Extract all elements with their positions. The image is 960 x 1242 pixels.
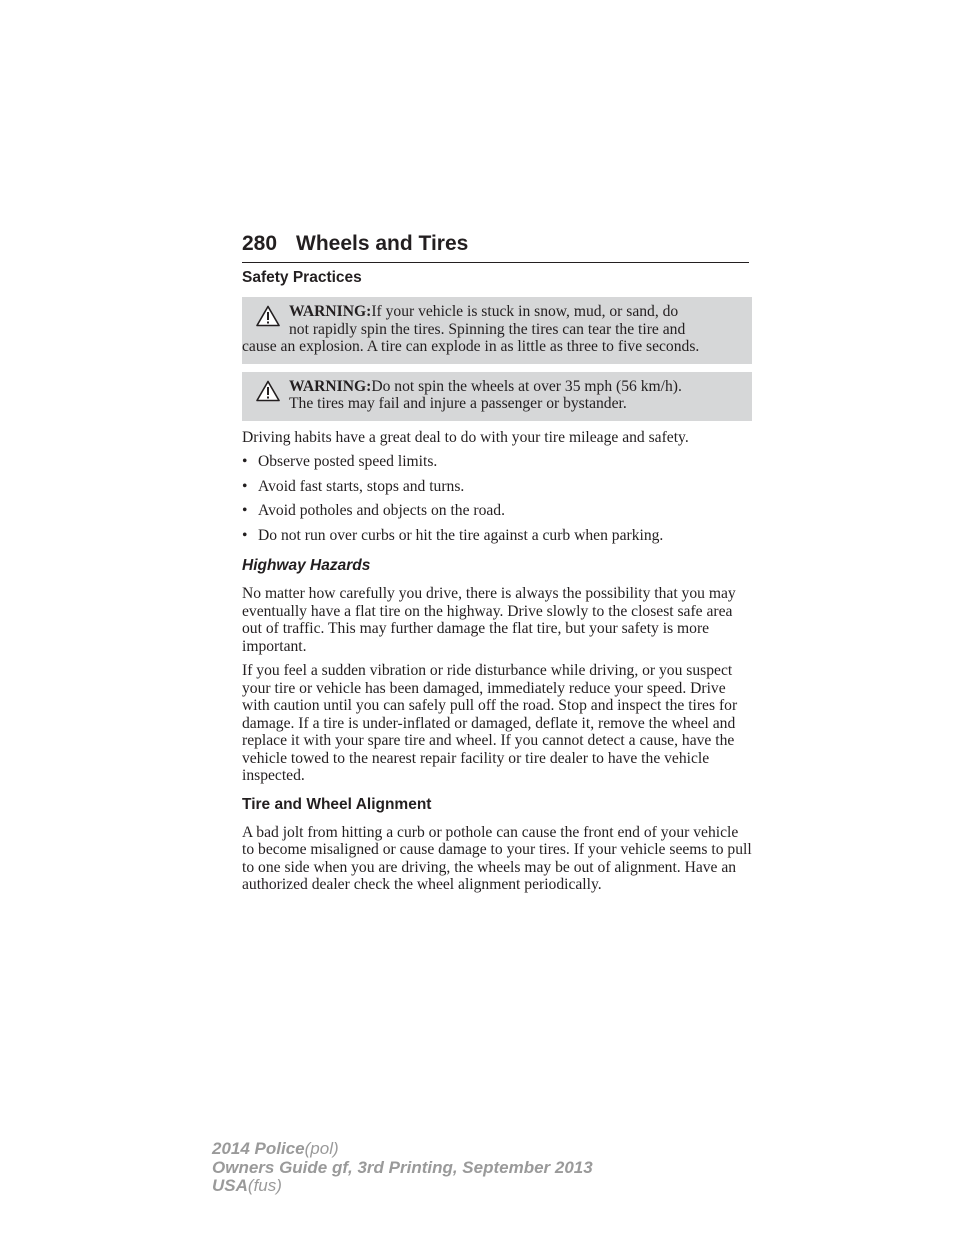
page-content — [242, 268, 752, 901]
alignment-paragraph: A bad jolt from hitting a curb or pothole can cause the front end of your vehicle to become misaligned or cause damage to your tires. If your vehicle seems to pull to one side when you are driving, the wheels may be out of alignment. Have an authorized dealer check the wheel alignment periodically. — [242, 823, 752, 893]
highway-hazards-heading: Highway Hazards — [242, 557, 371, 574]
bullet-text: Avoid fast starts, stops and turns. — [258, 477, 465, 495]
highway-hazards-paragraph-1: No matter how carefully you drive, there is always the possibility that you may eventually have a flat tire on the highway. Drive slowly to the closest safe area out of traffic. This may further damage the flat tire, but your safety is more important. — [242, 585, 736, 655]
safety-bullet-list — [242, 453, 752, 544]
footer-market-code: (fus) — [247, 1176, 282, 1195]
footer-model: 2014 Police — [212, 1139, 305, 1158]
warning-2-first-line — [242, 378, 742, 396]
page-footer — [212, 1140, 593, 1196]
section-title: Wheels and Tires — [296, 232, 469, 255]
warning-2-label: WARNING: — [289, 377, 372, 395]
warning-triangle-icon — [256, 305, 280, 327]
alignment-heading: Tire and Wheel Alignment — [242, 795, 432, 813]
footer-market: USA — [212, 1176, 248, 1195]
warning-2-line2: The tires may fail and injure a passenger or bystander. — [289, 395, 627, 412]
warning-1-line2: not rapidly spin the tires. Spinning the tires can tear the tire and — [289, 320, 686, 338]
footer-line-1 — [212, 1140, 593, 1159]
page-header — [242, 228, 749, 263]
footer-model-code: (pol) — [304, 1139, 339, 1158]
safety-practices-heading: Safety Practices — [242, 269, 362, 286]
warning-1-line1: If your vehicle is stuck in snow, mud, or sand, do — [371, 303, 679, 320]
bullet-text: Avoid potholes and objects on the road. — [258, 502, 505, 519]
bullet-text: Do not run over curbs or hit the tire against a curb when parking. — [258, 526, 664, 544]
warning-box-1 — [242, 297, 752, 364]
list-item: • Do not run over curbs or hit the tire against a curb when parking. — [242, 526, 664, 544]
page-number: 280 — [242, 232, 278, 255]
list-item: • Observe posted speed limits. — [242, 453, 438, 470]
warning-1-first-line — [242, 303, 742, 321]
warning-2-line1: Do not spin the wheels at over 35 mph (56 km/h). — [371, 377, 682, 395]
footer-line-2: Owners Guide gf, 3rd Printing, September 2013 — [212, 1157, 593, 1177]
warning-box-2 — [242, 372, 752, 421]
bullet-text: Observe posted speed limits. — [258, 453, 438, 470]
warning-triangle-icon — [256, 380, 280, 402]
warning-1-rest: cause an explosion. A tire can explode in as little as three to five seconds. — [242, 338, 700, 355]
warning-1-label: WARNING: — [289, 303, 372, 320]
driving-habits-intro: Driving habits have a great deal to do with your tire mileage and safety. — [242, 428, 689, 446]
highway-hazards-paragraph-2: If you feel a sudden vibration or ride disturbance while driving, or you suspect your tire or vehicle has been damaged, immediately reduce your speed. Drive with caution until you can safely pull off the road. Stop and inspect the tires for damage. If a tire is under-inflated or damaged, deflate it, remove the wheel and replace it with your spare tire and wheel. If you cannot detect a cause, have the vehicle towed to the nearest repair facility or tire dealer to have the vehicle inspected. — [242, 662, 738, 784]
list-item: • Avoid potholes and objects on the road. — [242, 502, 505, 519]
footer-line-3 — [212, 1177, 593, 1196]
list-item: • Avoid fast starts, stops and turns. — [242, 477, 465, 495]
